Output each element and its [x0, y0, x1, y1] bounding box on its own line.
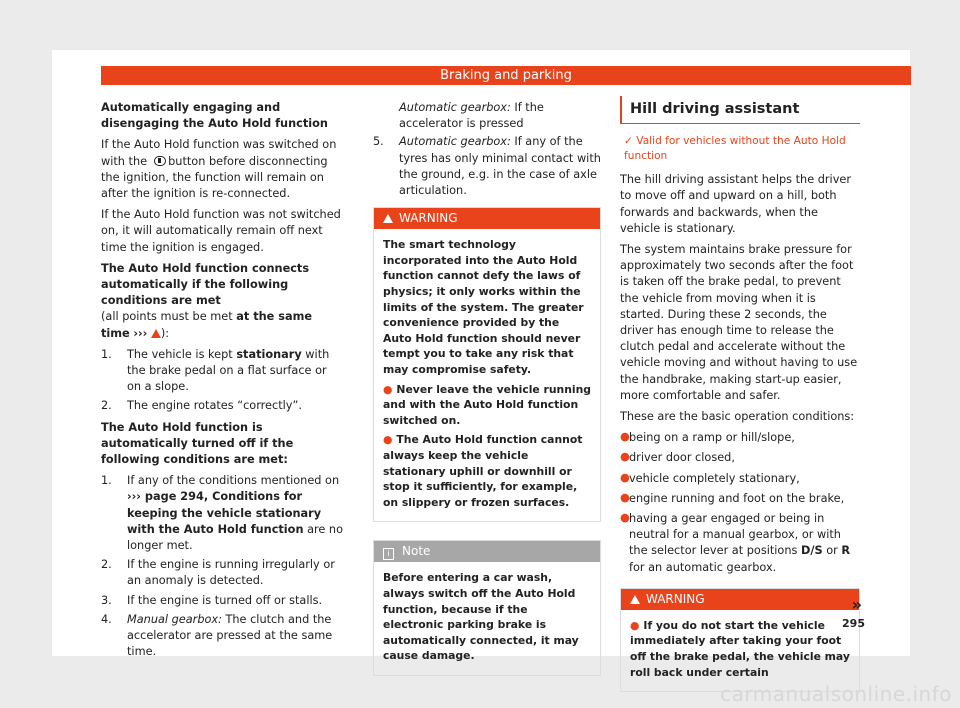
item-text: If the engine is turned off or stalls. — [127, 593, 323, 607]
connect-conditions-list — [101, 347, 343, 415]
warning-bullet-text: If you do not start the vehicle immediately after taking your foot off the brake pedal, the vehicle may roll back under certain — [630, 618, 850, 679]
info-icon: i — [383, 548, 394, 560]
list-item — [101, 473, 343, 554]
note-text: Before entering a car wash, always switch off the Auto Hold function, because if the electronic parking brake is automatically connected, it may cause damage. — [383, 571, 579, 663]
paragraph-system: The system maintains brake pressure for approximately two seconds after the foot is taken off the brake pedal, to prevent the vehicle from moving when it is started. During these 2 seconds, the driver has enough time to release the clutch pedal and accelerate without the vehicle moving and without having to use the handbrake, making start-up easier, more comfortable and safer. — [620, 243, 858, 402]
item-number: 4. — [101, 612, 112, 626]
list-item: ● vehicle completely stationary, — [620, 470, 800, 485]
item-text: are no longer met. — [127, 522, 344, 553]
list-item: ● being on a ramp or hill/slope, — [620, 430, 795, 445]
item-text: The vehicle is kept — [127, 347, 237, 361]
warning-header — [621, 589, 859, 610]
item-text: The engine rotates “correctly”. — [127, 399, 302, 413]
paragraph-switched-on — [101, 137, 343, 202]
warning-triangle-icon — [630, 595, 640, 604]
gear-position: D/S — [800, 544, 823, 558]
bullet-text: or — [822, 544, 842, 558]
list-item — [101, 557, 343, 589]
warning-box — [620, 588, 860, 692]
column-right — [620, 100, 860, 692]
paragraph-intro: The hill driving assistant helps the driver to move off and upward on a hill, both forwards and backwards, when the vehicle is stationary. — [620, 173, 851, 235]
warning-body — [374, 229, 600, 521]
paragraph-conditions: These are the basic operation conditions: — [620, 410, 855, 424]
list-continuation — [373, 100, 601, 132]
note-header — [374, 541, 600, 562]
paragraph-text: button before disconnecting the ignition, the function will remain on after the ignition is re-connected. — [101, 154, 328, 201]
item-number: 5. — [373, 135, 384, 149]
item-italic: Automatic gearbox: — [399, 101, 511, 114]
auto-hold-button-icon — [154, 156, 166, 166]
list-item — [101, 398, 343, 414]
conditions-note — [101, 309, 343, 341]
item-text: If any of the conditions mentioned on — [127, 474, 340, 488]
bullet-text: driver door closed, — [629, 451, 735, 465]
note-body — [374, 562, 600, 675]
warning-text: The smart technology incorporated into the Auto Hold function cannot defy the laws of physics; it only works within the limits of the system. The greater convenience provided by the Auto Hold function should never tempt you to take any risk that may compromise safety. — [383, 238, 584, 376]
bullet-text: for an automatic gearbox. — [629, 560, 777, 574]
page-reference-link[interactable]: ››› page 294, Conditions for keeping the vehicle stationary with the Auto Hold function — [127, 490, 322, 536]
note-box — [373, 540, 601, 676]
list-item: ● having a gear engaged or being in neutral for a manual gearbox, or with the selector lever at positions D/S or R for an automatic gearbox. — [620, 511, 851, 574]
item-number: 1. — [101, 474, 112, 488]
bullet-text: engine running and foot on the brake, — [629, 491, 845, 505]
reference-arrows[interactable]: ››› — [133, 326, 148, 340]
paragraph-not-switched-on: If the Auto Hold function was not switched on, it will automatically remain off next time the ignition is engaged. — [101, 208, 341, 254]
manual-page — [52, 50, 910, 679]
validity-note — [620, 134, 860, 164]
watermark: carmanualsonline.info — [720, 682, 952, 706]
check-icon: ✓ — [624, 135, 633, 148]
continue-arrow-icon: » — [851, 595, 862, 614]
list-item: ● driver door closed, — [620, 450, 735, 465]
item-italic: Manual gearbox: — [127, 612, 222, 626]
conditions-text: (all points must be met — [101, 310, 237, 324]
column-left — [101, 100, 343, 666]
warning-label: WARNING — [646, 591, 705, 606]
list-item: ● engine running and foot on the brake, — [620, 490, 845, 505]
page-number: 295 — [842, 617, 865, 630]
list-item — [373, 134, 601, 199]
item-text: If any of the tyres has only minimal contact with the ground, e.g. in the case of axle articulation. — [399, 135, 601, 198]
warning-triangle-icon — [383, 214, 393, 223]
list-item — [101, 612, 343, 661]
warning-bullet: ● If you do not start the vehicle immediately after taking your foot off the brake pedal, the vehicle may roll back under certain — [630, 618, 850, 679]
heading-auto-hold-off: The Auto Hold function is automatically turned off if the following conditions are met: — [101, 420, 294, 467]
heading-auto-hold-connects: The Auto Hold function connects automatically if the following conditions are met — [101, 261, 310, 308]
warning-bullet-text: Never leave the vehicle running and with the Auto Hold function switched on. — [383, 382, 592, 427]
bullet-text: being on a ramp or hill/slope, — [629, 431, 795, 445]
item-number: 3. — [101, 593, 112, 607]
warning-bullet-text: The Auto Hold function cannot always keep the vehicle stationary uphill or downhill or stop it sufficiently, for example, on slippery or frozen surfaces. — [383, 433, 583, 509]
item-bold: stationary — [236, 347, 302, 361]
conditions-bold: at the same time — [101, 310, 313, 340]
section-title: Hill driving assistant — [620, 96, 860, 124]
heading-auto-hold-engaging: Automatically engaging and disengaging the Auto Hold function — [101, 101, 328, 131]
warning-bullet: ● Never leave the vehicle running and with the Auto Hold function switched on. — [383, 382, 592, 427]
warning-bullet: ● The Auto Hold function cannot always keep the vehicle stationary uphill or downhill or stop it sufficiently, for example, on slippery or frozen surfaces. — [383, 433, 583, 509]
note-label: Note — [402, 544, 431, 559]
warning-box — [373, 207, 601, 522]
column-middle — [373, 100, 601, 676]
warning-triangle-icon[interactable] — [151, 329, 161, 338]
item-number: 1. — [101, 347, 112, 361]
item-number: 2. — [101, 399, 112, 413]
off-conditions-list-continued — [373, 134, 601, 199]
item-number: 2. — [101, 558, 112, 572]
page-header: Braking and parking — [101, 66, 911, 85]
list-item — [101, 593, 343, 609]
validity-text: Valid for vehicles without the Auto Hold function — [624, 135, 846, 163]
item-text: If the accelerator is pressed — [399, 101, 544, 131]
warning-body — [621, 610, 859, 691]
item-text: with the brake pedal on a flat surface or on a slope. — [127, 347, 330, 394]
conditions-end: ): — [160, 326, 170, 340]
item-italic: Automatic gearbox: — [399, 135, 511, 149]
item-text: If the engine is running irregularly or an anomaly is detected. — [127, 558, 335, 588]
list-item — [101, 347, 343, 396]
bullet-text: vehicle completely stationary, — [629, 471, 800, 485]
off-conditions-list — [101, 473, 343, 660]
gear-position: R — [841, 544, 851, 558]
paragraph-text: If the Auto Hold function was switched on with the — [101, 138, 337, 168]
warning-label: WARNING — [399, 211, 458, 226]
item-text: The clutch and the accelerator are pressed at the same time. — [127, 612, 333, 659]
warning-header — [374, 208, 600, 229]
bullet-text: having a gear engaged or being in neutral for a manual gearbox, or with the selector lever at positions — [629, 512, 841, 558]
